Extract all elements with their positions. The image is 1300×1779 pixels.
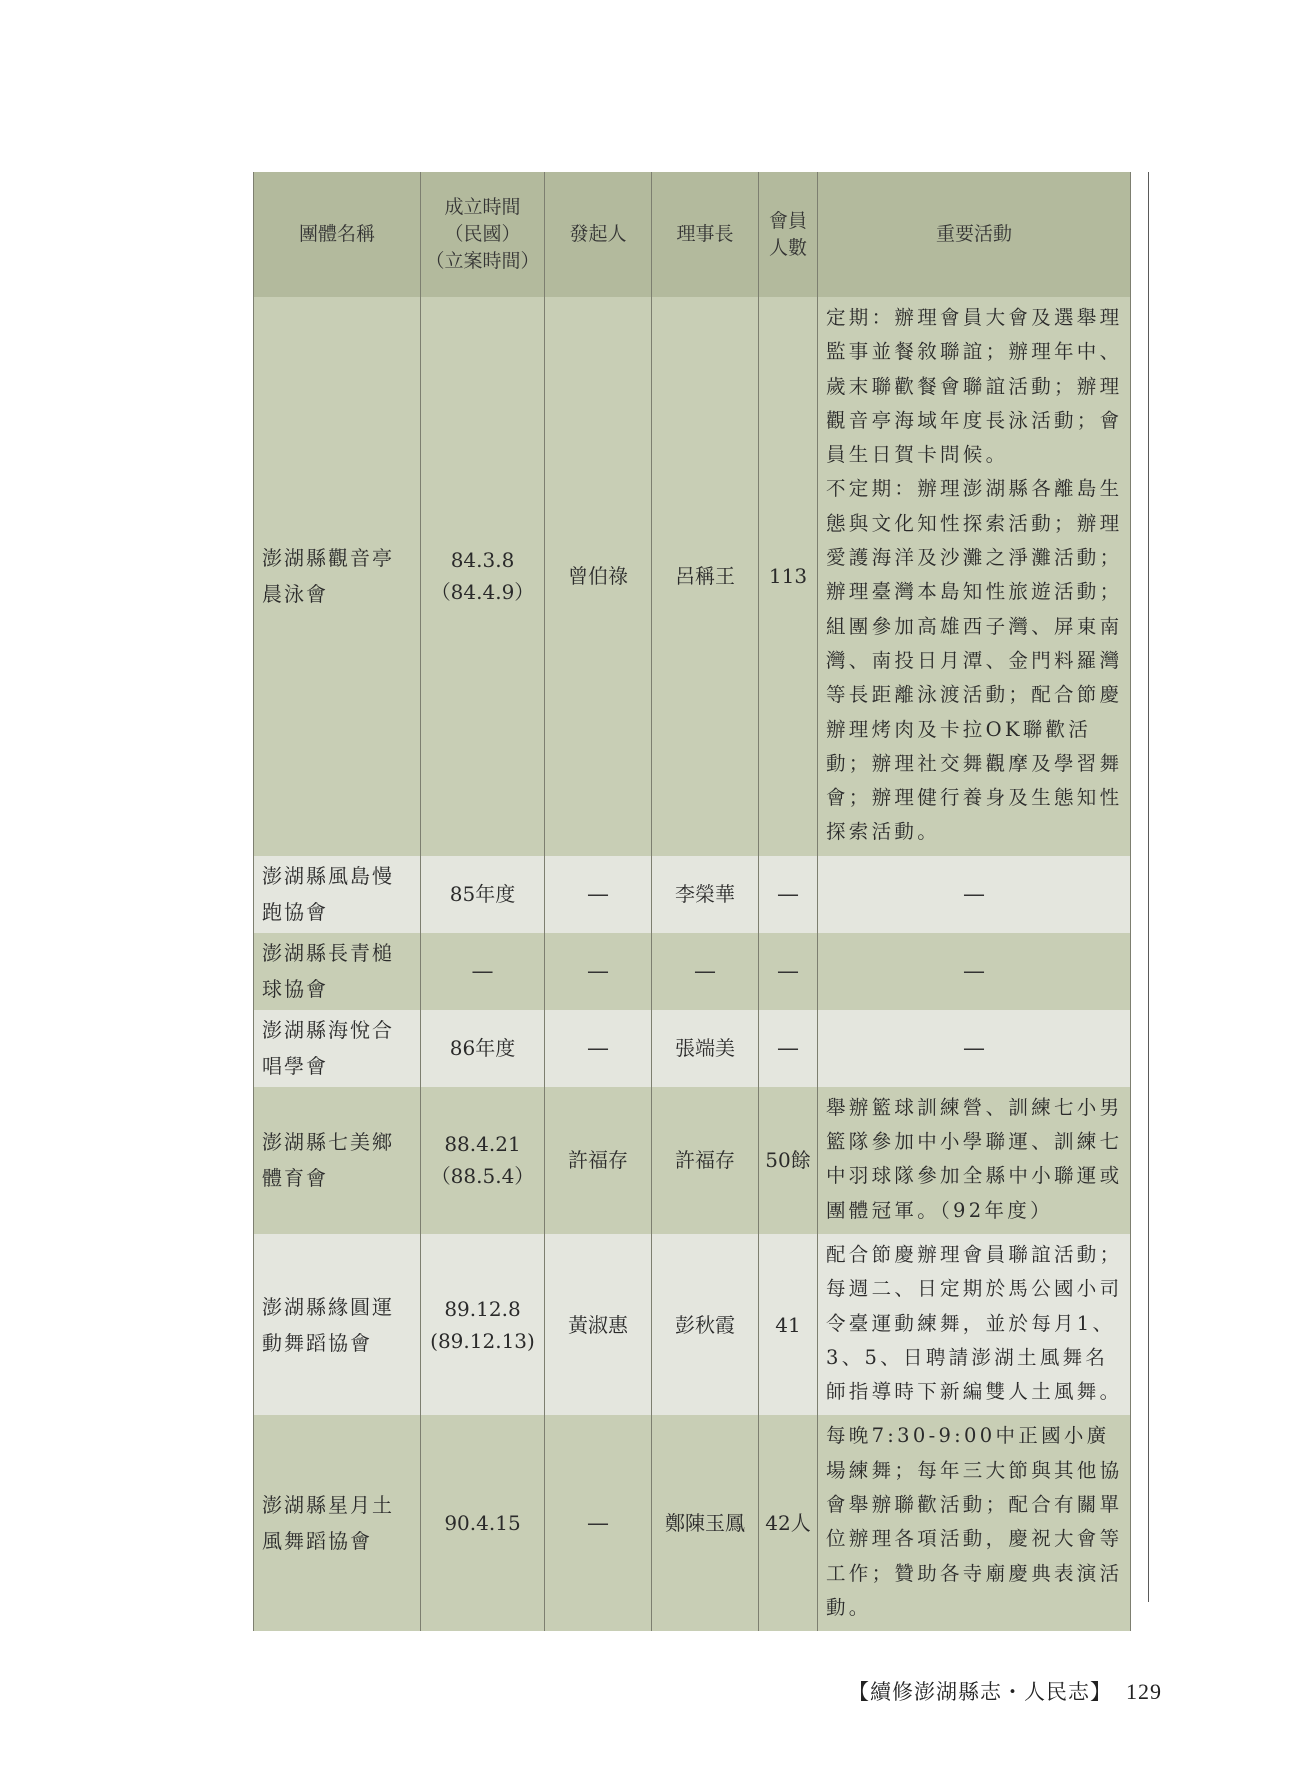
cell-chairman: — — [652, 933, 759, 1010]
table-row — [254, 933, 1131, 1010]
cell-name: 澎湖縣風島慢跑協會 — [254, 856, 421, 933]
table-row — [254, 1087, 1131, 1234]
header-activities: 重要活動 — [818, 172, 1131, 297]
cell-members: — — [759, 1010, 818, 1087]
associations-table — [253, 172, 1131, 1631]
cell-name: 澎湖縣長青槌球協會 — [254, 933, 421, 1010]
cell-members: 50餘 — [759, 1087, 818, 1234]
cell-chairman: 呂稱王 — [652, 297, 759, 856]
cell-founded: 86年度 — [421, 1010, 545, 1087]
cell-name: 澎湖縣七美鄉體育會 — [254, 1087, 421, 1234]
cell-members: — — [759, 933, 818, 1010]
cell-chairman: 鄭陳玉鳳 — [652, 1415, 759, 1631]
cell-name: 澎湖縣緣圓運動舞蹈協會 — [254, 1234, 421, 1415]
cell-initiator: — — [545, 933, 652, 1010]
cell-activities: 定期：辦理會員大會及選舉理監事並餐敘聯誼；辦理年中、歲末聯歡餐會聯誼活動；辦理觀音亭海域年度長泳活動；會員生日賀卡問候。 不定期：辦理澎湖縣各離島生態與文化知性探索活動；辦理愛護海洋及沙灘之淨灘活動；辦理臺灣本島知性旅遊活動；組團參加高雄西子灣、屏東南灣、南投日月潭、金門料羅灣等長距離泳渡活動；配合節慶辦理烤肉及卡拉OK聯歡活動；辦理社交舞觀摩及學習舞會；辦理健行養身及生態知性探索活動。 — [818, 297, 1131, 856]
cell-members: 41 — [759, 1234, 818, 1415]
cell-chairman: 李榮華 — [652, 856, 759, 933]
header-chairman: 理事長 — [652, 172, 759, 297]
footer-title: 【續修澎湖縣志・人民志】 — [848, 1680, 1112, 1704]
table-row — [254, 856, 1131, 933]
page-frame-line — [1148, 172, 1149, 1602]
header-name: 團體名稱 — [254, 172, 421, 297]
cell-activities: 每晚7:30-9:00中正國小廣場練舞；每年三大節與其他協會舉辦聯歡活動；配合有關單位辦理各項活動，慶祝大會等工作；贊助各寺廟慶典表演活動。 — [818, 1415, 1131, 1631]
table-row — [254, 297, 1131, 856]
cell-initiator: — — [545, 1415, 652, 1631]
cell-chairman: 彭秋霞 — [652, 1234, 759, 1415]
cell-founded: 90.4.15 — [421, 1415, 545, 1631]
cell-activities: 舉辦籃球訓練營、訓練七小男籃隊參加中小學聯運、訓練七中羽球隊參加全縣中小聯運或團體冠軍。（92年度） — [818, 1087, 1131, 1234]
cell-chairman: 張端美 — [652, 1010, 759, 1087]
cell-activities: — — [818, 933, 1131, 1010]
cell-founded: 85年度 — [421, 856, 545, 933]
cell-initiator: — — [545, 1010, 652, 1087]
cell-name: 澎湖縣海悅合唱學會 — [254, 1010, 421, 1087]
cell-founded: 89.12.8 (89.12.13) — [421, 1234, 545, 1415]
table-row — [254, 1415, 1131, 1631]
cell-founded: — — [421, 933, 545, 1010]
table-header-row — [254, 172, 1131, 297]
cell-name: 澎湖縣觀音亭晨泳會 — [254, 297, 421, 856]
page-footer — [848, 1676, 1162, 1706]
cell-chairman: 許福存 — [652, 1087, 759, 1234]
cell-founded: 84.3.8 （84.4.9） — [421, 297, 545, 856]
cell-name: 澎湖縣星月土風舞蹈協會 — [254, 1415, 421, 1631]
cell-initiator: 許福存 — [545, 1087, 652, 1234]
cell-initiator: 黃淑惠 — [545, 1234, 652, 1415]
header-founded: 成立時間 （民國） （立案時間） — [421, 172, 545, 297]
cell-founded: 88.4.21 （88.5.4） — [421, 1087, 545, 1234]
table-row — [254, 1234, 1131, 1415]
cell-activities: — — [818, 1010, 1131, 1087]
header-members: 會員 人數 — [759, 172, 818, 297]
cell-activities: 配合節慶辦理會員聯誼活動；每週二、日定期於馬公國小司令臺運動練舞，並於每月1、3、5、日聘請澎湖土風舞名師指導時下新編雙人土風舞。 — [818, 1234, 1131, 1415]
cell-members: 42人 — [759, 1415, 818, 1631]
cell-activities: — — [818, 856, 1131, 933]
header-initiator: 發起人 — [545, 172, 652, 297]
cell-initiator: — — [545, 856, 652, 933]
page-number: 129 — [1126, 1679, 1162, 1704]
cell-members: — — [759, 856, 818, 933]
table-row — [254, 1010, 1131, 1087]
cell-initiator: 曾伯祿 — [545, 297, 652, 856]
cell-members: 113 — [759, 297, 818, 856]
